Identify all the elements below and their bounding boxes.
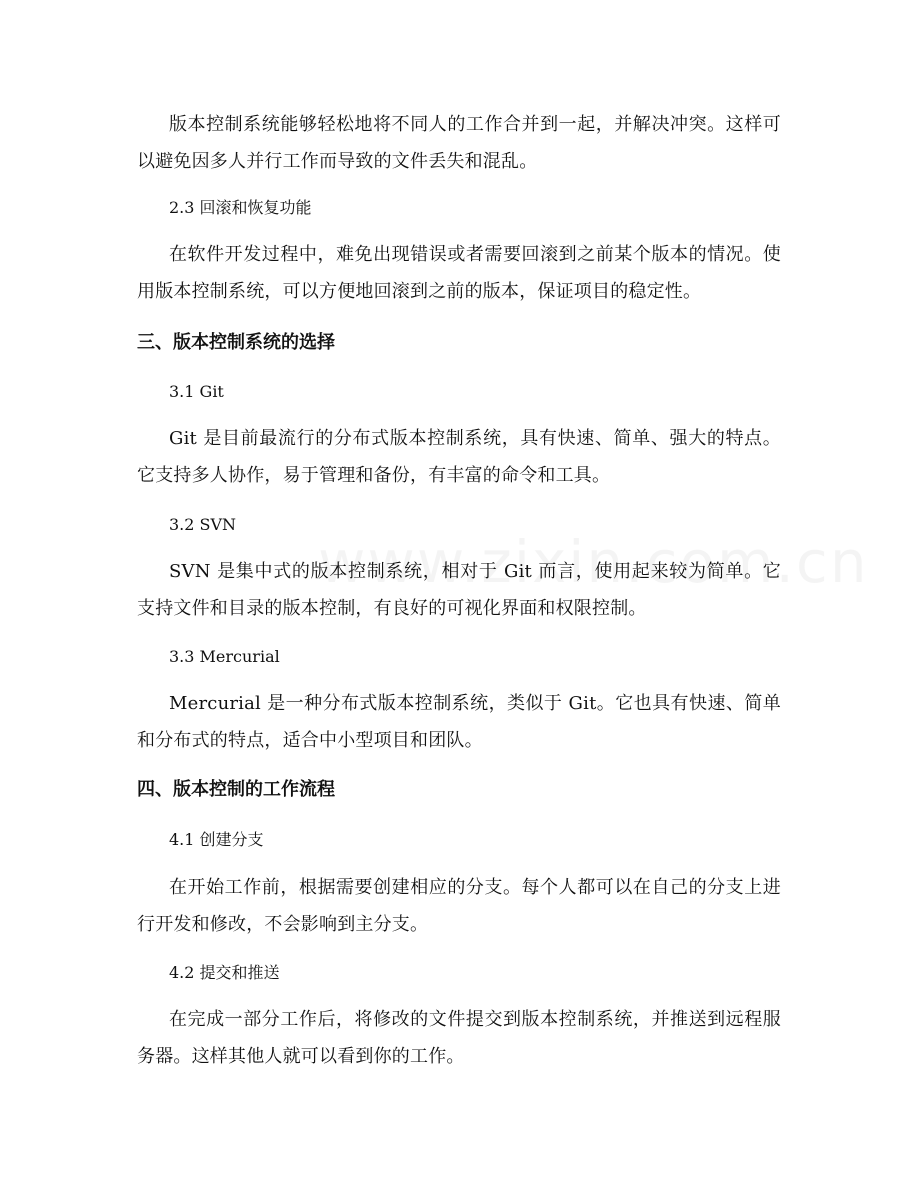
paragraph-commit-push: 在完成一部分工作后，将修改的文件提交到版本控制系统，并推送到远程服务器。这样其他人就可以看到你的工作。 [137, 1009, 781, 1067]
section-heading-4: 四、版本控制的工作流程 [137, 779, 335, 800]
paragraph-mercurial: Mercurial 是一种分布式版本控制系统，类似于 Git。它也具有快速、简单和分布式的特点，适合中小型项目和团队。 [137, 693, 781, 751]
subheading-3-3: 3.3 Mercurial [169, 647, 280, 666]
paragraph-git: Git 是目前最流行的分布式版本控制系统，具有快速、简单、强大的特点。它支持多人协作，易于管理和备份，有丰富的命令和工具。 [137, 428, 781, 486]
subheading-4-1: 4.1 创建分支 [169, 830, 264, 849]
subheading-3-1: 3.1 Git [169, 382, 224, 401]
paragraph-branch: 在开始工作前，根据需要创建相应的分支。每个人都可以在自己的分支上进行开发和修改，不会影响到主分支。 [137, 877, 781, 935]
paragraph-svn: SVN 是集中式的版本控制系统，相对于 Git 而言，使用起来较为简单。它支持文件和目录的版本控制，有良好的可视化界面和权限控制。 [137, 561, 781, 619]
paragraph-rollback: 在软件开发过程中，难免出现错误或者需要回滚到之前某个版本的情况。使用版本控制系统，可以方便地回滚到之前的版本，保证项目的稳定性。 [137, 244, 781, 302]
section-heading-3: 三、版本控制系统的选择 [137, 332, 335, 353]
subheading-4-2: 4.2 提交和推送 [169, 963, 280, 982]
paragraph-merge: 版本控制系统能够轻松地将不同人的工作合并到一起，并解决冲突。这样可以避免因多人并行工作而导致的文件丢失和混乱。 [137, 114, 781, 172]
subheading-3-2: 3.2 SVN [169, 515, 237, 534]
subheading-2-3: 2.3 回滚和恢复功能 [169, 198, 312, 217]
